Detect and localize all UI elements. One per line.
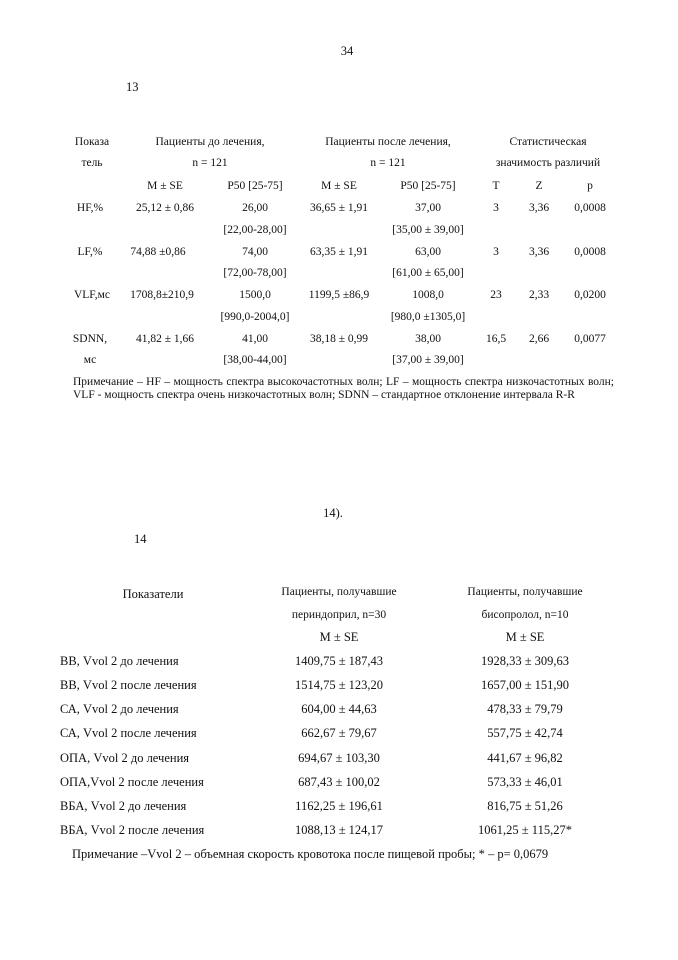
row-mse-after: 36,65 ± 1,91 <box>309 202 369 214</box>
subheader-p: p <box>587 180 593 192</box>
row-range-before: [72,00-78,00] <box>223 267 287 279</box>
row-indicator: SDNN, <box>72 333 108 345</box>
header-indicator-cont: тель <box>81 157 103 169</box>
row-value-perindopril: 1088,13 ± 124,17 <box>294 823 384 837</box>
row-indicator: LF,% <box>77 246 103 258</box>
subheader-p50-before: P50 [25-75] <box>227 180 283 192</box>
subheader-mse-after: M ± SE <box>321 180 357 192</box>
subheader-T: T <box>492 180 500 192</box>
row-range-after: [61,00 ± 65,00] <box>392 267 464 279</box>
row-p: 0,0008 <box>574 246 606 258</box>
text-fragment: 14). <box>323 506 343 520</box>
header-indicators: Показатели <box>122 587 184 601</box>
row-indicator: ОПА, Vvol 2 до лечения <box>60 751 190 765</box>
row-range-after: [37,00 ± 39,00] <box>392 354 464 366</box>
row-value-perindopril: 1162,25 ± 196,61 <box>295 799 383 813</box>
subheader-mse-before: M ± SE <box>147 180 183 192</box>
row-mse-before: 41,82 ± 1,66 <box>135 333 195 345</box>
header-bisoprolol-n: бисопролол, n=10 <box>481 609 569 621</box>
header-perindopril: Пациенты, получавшие <box>281 586 397 598</box>
table-number: 13 <box>126 80 139 94</box>
row-Z: 3,36 <box>528 202 550 214</box>
row-range-after: [980,0 ±1305,0] <box>390 311 466 323</box>
row-mse-after: 38,18 ± 0,99 <box>309 333 369 345</box>
row-mse-before: 1708,8±210,9 <box>130 289 194 301</box>
row-T: 23 <box>490 289 502 301</box>
row-median-before: 41,00 <box>242 333 268 345</box>
row-indicator: ВВ, Vvol 2 до лечения <box>60 654 179 668</box>
row-value-perindopril: 694,67 ± 103,30 <box>298 751 380 765</box>
row-range-after: [35,00 ± 39,00] <box>392 224 464 236</box>
row-range-before: [38,00-44,00] <box>223 354 287 366</box>
row-Z: 3,36 <box>528 246 550 258</box>
row-Z: 2,66 <box>528 333 550 345</box>
header-stat: Статистическая <box>509 136 587 148</box>
row-p: 0,0077 <box>574 333 606 345</box>
table-note: Примечание –Vvol 2 – объемная скорость кровотока после пищевой пробы; * – p= 0,0679 <box>72 847 549 861</box>
table-number: 14 <box>134 532 147 546</box>
row-indicator: ВБА, Vvol 2 после лечения <box>60 823 205 837</box>
row-T: 3 <box>493 202 499 214</box>
row-value-perindopril: 662,67 ± 79,67 <box>301 726 377 740</box>
row-value-bisoprolol: 441,67 ± 96,82 <box>487 751 563 765</box>
row-value-bisoprolol: 1657,00 ± 151,90 <box>480 678 570 692</box>
header-after-n: n = 121 <box>370 157 406 169</box>
subheader-p50-after: P50 [25-75] <box>400 180 456 192</box>
row-range-before: [22,00-28,00] <box>223 224 287 236</box>
row-mse-before: 25,12 ± 0,86 <box>135 202 195 214</box>
row-indicator: ВБА, Vvol 2 до лечения <box>60 799 187 813</box>
row-median-after: 63,00 <box>415 246 441 258</box>
header-before: Пациенты до лечения, <box>155 136 265 148</box>
header-stat-cont: значимость различий <box>495 157 601 169</box>
row-range-before: [990,0-2004,0] <box>220 311 290 323</box>
row-value-bisoprolol: 478,33 ± 79,79 <box>487 702 563 716</box>
row-indicator: СА, Vvol 2 до лечения <box>60 702 179 716</box>
header-after: Пациенты после лечения, <box>325 136 451 148</box>
row-value-perindopril: 1514,75 ± 123,20 <box>294 678 384 692</box>
row-value-bisoprolol: 573,33 ± 46,01 <box>487 775 563 789</box>
row-median-before: 74,00 <box>242 246 268 258</box>
row-indicator: ОПА,Vvol 2 после лечения <box>60 775 204 789</box>
header-before-n: n = 121 <box>192 157 228 169</box>
row-value-perindopril: 604,00 ± 44,63 <box>301 702 377 716</box>
row-median-after: 38,00 <box>415 333 441 345</box>
subheader-mse-bisoprolol: M ± SE <box>505 630 545 644</box>
row-mse-after: 1199,5 ±86,9 <box>308 289 370 301</box>
row-value-perindopril: 1409,75 ± 187,43 <box>294 654 384 668</box>
row-T: 3 <box>493 246 499 258</box>
row-mse-before: 74,88 ±0,86 <box>130 246 186 258</box>
row-median-after: 37,00 <box>415 202 441 214</box>
row-value-bisoprolol: 1061,25 ± 115,27* <box>478 823 572 837</box>
row-value-bisoprolol: 1928,33 ± 309,63 <box>480 654 570 668</box>
row-value-bisoprolol: 816,75 ± 51,26 <box>487 799 563 813</box>
row-indicator: HF,% <box>76 202 104 214</box>
row-median-after: 1008,0 <box>412 289 444 301</box>
row-indicator: ВВ, Vvol 2 после лечения <box>60 678 197 692</box>
row-indicator: VLF,мс <box>73 289 111 301</box>
row-Z: 2,33 <box>528 289 550 301</box>
row-indicator: СА, Vvol 2 после лечения <box>60 726 197 740</box>
header-indicator: Показа <box>74 136 110 148</box>
page-number: 34 <box>340 44 354 58</box>
row-median-before: 1500,0 <box>239 289 271 301</box>
row-indicator-unit: мс <box>83 354 97 366</box>
row-p: 0,0008 <box>574 202 606 214</box>
row-value-bisoprolol: 557,75 ± 42,74 <box>487 726 563 740</box>
header-bisoprolol: Пациенты, получавшие <box>467 586 583 598</box>
row-median-before: 26,00 <box>242 202 268 214</box>
subheader-mse-perindopril: M ± SE <box>319 630 359 644</box>
row-value-perindopril: 687,43 ± 100,02 <box>298 775 380 789</box>
row-p: 0,0200 <box>574 289 606 301</box>
row-T: 16,5 <box>485 333 507 345</box>
header-perindopril-n: периндоприл, n=30 <box>291 609 387 621</box>
table-note: Примечание – HF – мощность спектра высокочастотных волн; LF – мощность спектра низкочастотных волн; VLF - мощность спектра очень низкочастотных волн; SDNN – стандартное отклонение интервала R-R <box>73 376 614 401</box>
subheader-Z: Z <box>535 180 543 192</box>
row-mse-after: 63,35 ± 1,91 <box>309 246 369 258</box>
